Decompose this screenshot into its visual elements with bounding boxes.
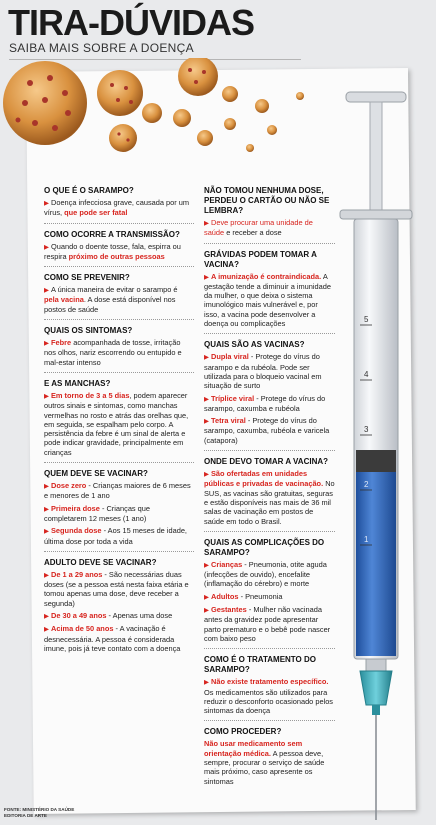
answer-text: ▶ São ofertadas em unidades públicas e privadas de vacinação. No SUS, as vacinas são gratuitas, seguras e estão disponíveis nas mais de 36 mil salas de vacinação em postos de saúde em todo o Brasil. [204,469,335,526]
arrow-right-icon: ▶ [44,571,49,579]
scale-mark-label: 1 [364,535,369,544]
answer-text: ▶ Gestantes - Mulher não vacinada antes da gravidez pode apresentar parto prematuro e o bebê pode nascer com baixo peso [204,605,331,643]
arrow-right-icon: ▶ [204,418,209,426]
virus-icon [255,99,269,113]
question-heading: O QUE É O SARAMPO? [44,186,134,195]
question-heading: ONDE DEVO TOMAR A VACINA? [204,457,329,467]
arrow-right-icon: ▶ [204,273,209,281]
virus-icon [178,58,218,96]
answer-text: ▶ Deve procurar uma unidade de saúde e receber a dose [204,218,313,238]
answer-text: ▶ Doença infecciosa grave, causada por um vírus, que pode ser fatal [44,198,190,218]
left-column [44,186,194,656]
arrow-right-icon: ▶ [44,200,49,207]
virus-icon [267,125,277,135]
virus-icon [296,92,304,100]
arrow-right-icon: ▶ [44,287,49,295]
answer-text: ▶ Tetra viral - Protege do vírus do sarampo, caxumba, rubéola e varicela (catapora) [204,416,330,445]
arrow-right-icon: ▶ [44,340,49,348]
page-subtitle: SAIBA MAIS SOBRE A DOENÇA [9,41,194,55]
divider [204,243,335,245]
question-heading: QUAIS SÃO AS VACINAS? [204,340,305,350]
divider [44,462,194,464]
divider [204,333,335,335]
answer-text: ▶ Crianças - Pneumonia, otite aguda (infecções de ouvido), encefalite (inflamação do cérebro) e morte [204,559,327,589]
virus-icon [197,130,213,146]
answer-text: ▶ De 1 a 29 anos - São necessárias duas doses (se a pessoa está nesta faixa etária e tomou apenas uma dose, deve receber a segunda) [44,569,189,608]
arrow-right-icon: ▶ [204,395,209,403]
question-heading: ADULTO DEVE SE VACINAR? [44,557,157,567]
scale-mark-label: 5 [364,315,369,324]
answer-text: ▶ Segunda dose - Aos 15 meses de idade, última dose por toda a vida [44,526,187,546]
divider [204,531,335,533]
source-credit: FONTE: MINISTÉRIO DA SAÚDE EDITORIA DE ARTE [4,807,75,818]
arrow-right-icon: ▶ [204,679,209,687]
question-heading: QUEM DEVE SE VACINAR? [44,469,148,479]
arrow-right-icon: ▶ [44,613,49,621]
answer-text: ▶ Quando o doente tosse, fala, espirra ou respira próximo de outras pessoas [44,241,181,261]
divider [44,372,194,374]
virus-icon [222,86,238,102]
arrow-right-icon: ▶ [44,626,49,634]
virus-icon [3,61,87,145]
virus-icon [246,144,254,152]
arrow-right-icon: ▶ [44,528,49,536]
arrow-right-icon: ▶ [44,243,49,251]
virus-icon [142,103,162,123]
question-heading: COMO OCORRE A TRANSMISSÃO? [44,229,180,239]
page-title: TIRA-DÚVIDAS [8,2,254,43]
virus-icon [97,70,143,116]
virus-icon [224,118,236,130]
arrow-right-icon: ▶ [204,471,209,479]
answer-text: ▶ Febre acompanhada de tosse, irritação nos olhos, nariz escorrendo ou entupido e mal-estar intenso [44,338,182,367]
divider [44,551,194,553]
divider [44,266,194,268]
scale-mark-label: 3 [364,425,369,434]
answer-text: ▶ Dupla viral - Protege do vírus do sarampo e da rubéola. Pode ser utilizada para o bloqueio vacinal em situação de surto [204,352,322,391]
arrow-right-icon: ▶ [204,354,209,362]
question-heading: COMO É O TRATAMENTO DO SARAMPO? [204,655,316,675]
divider [44,319,194,321]
right-column [204,186,335,789]
arrow-right-icon: ▶ [204,607,209,615]
arrow-right-icon: ▶ [204,561,209,569]
question-heading: COMO SE PREVENIR? [44,273,130,283]
divider [204,648,335,650]
question-heading: QUAIS AS COMPLICAÇÕES DO SARAMPO? [204,537,325,557]
arrow-right-icon: ▶ [44,392,49,400]
question-heading: COMO PROCEDER? [204,727,282,737]
scale-mark-label: 2 [364,480,369,489]
answer-text: ▶ Acima de 50 anos - A vacinação é desnecessária. A pessoa é considerada imune, pois já teve contato com a doença [44,624,181,653]
answer-text: ▶ A única maneira de evitar o sarampo é pela vacina. A dose está disponível nos postos de saúde [44,285,178,314]
answer-text: ▶ De 30 a 49 anos - Apenas uma dose [44,611,173,621]
answer-text: ▶ Em torno de 3 a 5 dias, podem aparecer outros sinais e sintomas, como manchas vermelhas no rosto e atrás das orelhas que, em seguida, se espalham pelo corpo. A persistência da febre é um sinal de alerta e pode indicar gravidade, principalmente em crianças [44,390,189,457]
answer-text: ▶ Adultos - Pneumonia [204,591,283,601]
arrow-right-icon: ▶ [204,220,209,227]
answer-text: ▶ Primeira dose - Crianças que completarem 12 meses (1 ano) [44,503,151,523]
virus-icon [173,109,191,127]
answer-text: ▶ A imunização é contraindicada. A gestação tende a diminuir a imunidade da mulher, o que deixa o sistema imunológico mais vulnerável e, por isso, a vacina pode desenvolver a doença ou complicações [204,271,331,329]
answer-text: ▶ Tríplice viral - Protege do vírus do sarampo, caxumba e rubéola [204,393,326,413]
arrow-right-icon: ▶ [44,483,49,491]
arrow-right-icon: ▶ [204,593,209,601]
answer-text: ▶ Dose zero - Crianças maiores de 6 meses e menores de 1 ano [44,481,191,501]
answer-text: Não usar medicamento sem orientação médica. A pessoa deve, sempre, procurar o serviço de saúde mais próximo, caso apresente os sintomas [204,739,325,786]
scale-mark-label: 4 [364,370,369,379]
syringe-illustration [330,80,430,820]
question-heading: E AS MANCHAS? [44,378,111,388]
virus-illustration [0,58,320,168]
divider [204,720,335,722]
question-heading: GRÁVIDAS PODEM TOMAR A VACINA? [204,249,317,269]
question-heading: NÃO TOMOU NENHUMA DOSE, PERDEU O CARTÃO OU NÃO SE LEMBRA? [204,186,330,215]
arrow-right-icon: ▶ [44,505,49,513]
question-heading: QUAIS OS SINTOMAS? [44,326,133,336]
virus-icon [109,124,137,152]
divider [204,450,335,452]
answer-text: ▶ Não existe tratamento específico. Os medicamentos são utilizados para reduzir o desconforto ocasionado pelos sintomas da doença [204,677,334,716]
divider [44,223,194,225]
